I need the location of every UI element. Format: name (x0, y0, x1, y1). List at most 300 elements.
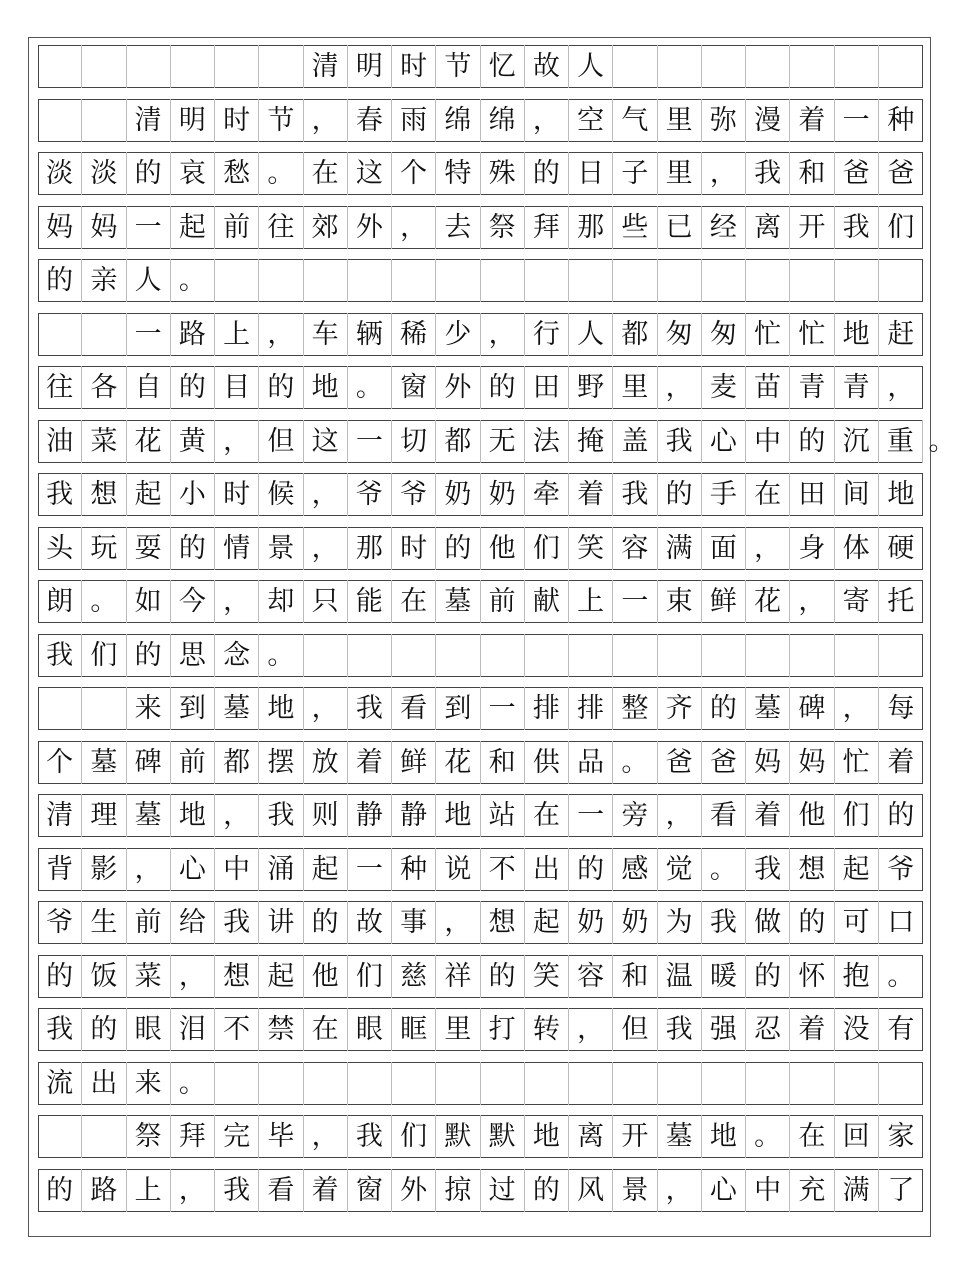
grid-cell: 淡 (82, 152, 126, 195)
grid-cell (702, 45, 746, 88)
grid-cell: 抱 (835, 955, 879, 998)
grid-cell: 在 (525, 794, 569, 837)
grid-cell: 寄 (835, 580, 879, 623)
grid-cell (304, 1062, 348, 1105)
grid-cell: 的 (82, 1008, 126, 1051)
grid-cell (658, 1062, 702, 1105)
grid-cell: 小 (171, 473, 215, 516)
grid-cell: ， (569, 1008, 613, 1051)
grid-cell: 笑 (569, 527, 613, 570)
grid-cell: 妈 (746, 741, 790, 784)
grid-cell: 候 (259, 473, 303, 516)
grid-cell: 那 (569, 206, 613, 249)
grid-cell: 爷 (392, 473, 436, 516)
grid-cell: 清 (304, 45, 348, 88)
grid-cell: 。 (746, 1115, 790, 1158)
grid-cell: 往 (38, 366, 82, 409)
grid-cell: 手 (702, 473, 746, 516)
grid-cell (127, 45, 171, 88)
grid-cell: 和 (613, 955, 657, 998)
grid-cell: 爸 (887, 158, 915, 189)
grid-cell: 不 (481, 848, 525, 891)
grid-cell: 朗 (38, 580, 82, 623)
grid-cell: 地 (702, 1115, 746, 1158)
grid-cell: ， (171, 955, 215, 998)
grid-cell (835, 1062, 879, 1105)
grid-cell: 爸 (835, 152, 879, 195)
grid-cell: 外 (392, 1169, 436, 1212)
grid-cell: 菜 (82, 420, 126, 463)
grid-cell: 子 (613, 152, 657, 195)
grid-cell (392, 1062, 436, 1105)
grid-cell: 过 (481, 1169, 525, 1212)
grid-cell: 打 (481, 1008, 525, 1051)
grid-cell: 都 (613, 313, 657, 356)
grid-cell: 思 (171, 634, 215, 677)
grid-cell: 窗 (348, 1169, 392, 1212)
grid-cell: 鲜 (702, 580, 746, 623)
grid-cell (481, 634, 525, 677)
grid-cell: 淡 (38, 152, 82, 195)
grid-cell: 的 (38, 1169, 82, 1212)
grid-cell: ， (436, 901, 480, 944)
grid-cell (481, 1062, 525, 1105)
grid-cell: 和 (790, 152, 834, 195)
grid-cell: 盖 (613, 420, 657, 463)
text-row (38, 901, 923, 944)
grid-cell (525, 634, 569, 677)
grid-cell: 默 (481, 1115, 525, 1158)
grid-cell: 青 (835, 366, 879, 409)
text-row (38, 473, 923, 516)
grid-cell: 每 (887, 693, 915, 724)
grid-cell: 我 (702, 901, 746, 944)
grid-cell: 日 (569, 152, 613, 195)
grid-cell: 自 (127, 366, 171, 409)
grid-cell: 着 (790, 1008, 834, 1051)
grid-cell: 们 (392, 1115, 436, 1158)
grid-cell: 碑 (127, 741, 171, 784)
grid-cell: 的 (171, 366, 215, 409)
grid-cell: 奶 (569, 901, 613, 944)
grid-cell: ， (215, 580, 259, 623)
grid-cell: 野 (569, 366, 613, 409)
grid-cell: 拜 (525, 206, 569, 249)
text-row (38, 1169, 923, 1212)
grid-cell: 前 (481, 580, 525, 623)
grid-cell: 一 (481, 687, 525, 730)
grid-cell: 祭 (481, 206, 525, 249)
grid-cell: 已 (658, 206, 702, 249)
grid-cell: 爷 (348, 473, 392, 516)
text-row (38, 687, 923, 730)
grid-cell: 爷 (887, 853, 915, 885)
grid-cell: 温 (658, 955, 702, 998)
text-row (38, 848, 923, 891)
grid-cell: 在 (392, 580, 436, 623)
grid-cell: 鲜 (392, 741, 436, 784)
grid-cell (348, 259, 392, 302)
grid-cell: 我 (613, 473, 657, 516)
text-row (38, 1115, 923, 1158)
grid-cell: 景 (613, 1169, 657, 1212)
grid-cell (171, 45, 215, 88)
grid-cell: 清 (38, 794, 82, 837)
grid-cell (392, 634, 436, 677)
grid-cell: 有 (887, 1014, 915, 1045)
grid-cell: 没 (835, 1008, 879, 1051)
grid-cell: 。 (702, 848, 746, 891)
text-row (38, 259, 923, 302)
grid-cell: 了 (887, 1174, 915, 1206)
grid-cell (835, 259, 879, 302)
grid-cell: 事 (392, 901, 436, 944)
grid-cell: 明 (171, 99, 215, 142)
grid-cell: 上 (127, 1169, 171, 1212)
grid-cell: 我 (38, 1008, 82, 1051)
grid-cell: 硬 (887, 532, 915, 564)
text-row (38, 955, 923, 998)
grid-cell: 菜 (127, 955, 171, 998)
grid-cell: 充 (790, 1169, 834, 1212)
grid-cell: 地 (436, 794, 480, 837)
grid-cell: 念 (215, 634, 259, 677)
grid-cell: 拜 (171, 1115, 215, 1158)
grid-cell: 说 (436, 848, 480, 891)
grid-cell: 法 (525, 420, 569, 463)
grid-cell (658, 634, 702, 677)
grid-cell (879, 259, 923, 302)
grid-cell: 里 (436, 1008, 480, 1051)
grid-cell: 忙 (746, 313, 790, 356)
grid-cell: 的 (658, 473, 702, 516)
grid-cell: 无 (481, 420, 525, 463)
grid-cell: 站 (481, 794, 525, 837)
grid-cell: ， (790, 580, 834, 623)
grid-cell: 到 (171, 687, 215, 730)
grid-cell: 愁 (215, 152, 259, 195)
grid-cell: 的 (38, 259, 82, 302)
grid-cell: 笑 (525, 955, 569, 998)
grid-cell: 毕 (259, 1115, 303, 1158)
grid-cell: 辆 (348, 313, 392, 356)
text-row (38, 580, 923, 623)
grid-cell: 我 (215, 1169, 259, 1212)
grid-cell (746, 634, 790, 677)
grid-cell: 起 (835, 848, 879, 891)
grid-cell: 祭 (127, 1115, 171, 1158)
grid-cell: 风 (569, 1169, 613, 1212)
grid-cell (38, 1115, 82, 1158)
grid-cell: 做 (746, 901, 790, 944)
grid-cell: 墓 (746, 687, 790, 730)
text-row (38, 527, 923, 570)
grid-cell: 青 (790, 366, 834, 409)
grid-cell: 摆 (259, 741, 303, 784)
grid-cell (392, 259, 436, 302)
grid-cell: 来 (127, 687, 171, 730)
grid-cell: 地 (525, 1115, 569, 1158)
grid-cell: ， (525, 99, 569, 142)
grid-cell: 的 (746, 955, 790, 998)
grid-cell: 节 (436, 45, 480, 88)
grid-cell: 绵 (481, 99, 525, 142)
grid-cell: 着 (790, 99, 834, 142)
grid-cell (82, 687, 126, 730)
grid-cell: 。 (82, 580, 126, 623)
grid-cell: 一 (348, 420, 392, 463)
grid-cell: 想 (481, 901, 525, 944)
grid-cell: 个 (38, 741, 82, 784)
grid-cell: 容 (569, 955, 613, 998)
grid-cell: 。 (259, 634, 303, 677)
grid-cell: 献 (525, 580, 569, 623)
grid-cell: 去 (436, 206, 480, 249)
grid-cell: 起 (127, 473, 171, 516)
grid-cell: 着 (887, 746, 915, 778)
grid-cell (569, 634, 613, 677)
grid-cell (702, 634, 746, 677)
grid-cell: 能 (348, 580, 392, 623)
grid-cell: 忙 (790, 313, 834, 356)
grid-cell (613, 1062, 657, 1105)
grid-cell: 奶 (613, 901, 657, 944)
grid-cell: 节 (259, 99, 303, 142)
grid-cell: 们 (525, 527, 569, 570)
grid-cell: ， (392, 206, 436, 249)
grid-cell: 时 (392, 527, 436, 570)
grid-cell: 一 (127, 206, 171, 249)
grid-cell: ， (702, 152, 746, 195)
grid-cell: ， (304, 99, 348, 142)
grid-cell: 上 (569, 580, 613, 623)
grid-cell: 目 (215, 366, 259, 409)
grid-cell: 祥 (436, 955, 480, 998)
grid-cell: 生 (82, 901, 126, 944)
grid-cell: 觉 (658, 848, 702, 891)
grid-cell: 满 (835, 1169, 879, 1212)
grid-cell: 气 (613, 99, 657, 142)
grid-cell: 离 (746, 206, 790, 249)
grid-cell: 我 (348, 1115, 392, 1158)
grid-cell: 想 (215, 955, 259, 998)
grid-cell: 的 (38, 955, 82, 998)
grid-cell: 车 (304, 313, 348, 356)
grid-cell: 清 (127, 99, 171, 142)
grid-cell: 慈 (392, 955, 436, 998)
grid-cell: 耍 (127, 527, 171, 570)
title-row (38, 45, 923, 88)
grid-cell: 妈 (790, 741, 834, 784)
grid-cell (38, 687, 82, 730)
grid-cell: 特 (436, 152, 480, 195)
grid-cell: 我 (38, 634, 82, 677)
grid-cell: 怀 (790, 955, 834, 998)
grid-cell (790, 259, 834, 302)
grid-cell: 中 (215, 848, 259, 891)
grid-cell: ， (887, 372, 915, 403)
grid-cell (259, 45, 303, 88)
grid-cell: 重 (879, 420, 923, 463)
grid-cell: ， (746, 527, 790, 570)
grid-cell: 只 (304, 580, 348, 623)
grid-cell: 田 (525, 366, 569, 409)
grid-cell: 前 (215, 206, 259, 249)
grid-cell: 。 (259, 152, 303, 195)
grid-cell: 完 (215, 1115, 259, 1158)
grid-cell: 前 (171, 741, 215, 784)
grid-cell: 忆 (481, 45, 525, 88)
grid-cell: 着 (348, 741, 392, 784)
grid-cell (38, 313, 82, 356)
grid-cell: 开 (790, 206, 834, 249)
grid-cell: 间 (835, 473, 879, 516)
grid-cell: 各 (82, 366, 126, 409)
grid-cell (436, 634, 480, 677)
grid-cell: 心 (702, 1169, 746, 1212)
text-row (38, 99, 923, 142)
grid-cell: 墓 (436, 580, 480, 623)
grid-cell: 的 (304, 901, 348, 944)
grid-cell: 稀 (392, 313, 436, 356)
grid-cell (746, 45, 790, 88)
grid-cell: 禁 (259, 1008, 303, 1051)
grid-cell: 眼 (348, 1008, 392, 1051)
grid-cell: ， (835, 687, 879, 730)
grid-cell: 种 (392, 848, 436, 891)
grid-cell: 出 (525, 848, 569, 891)
grid-cell: 不 (215, 1008, 259, 1051)
grid-cell: 奶 (481, 473, 525, 516)
grid-cell: 我 (348, 687, 392, 730)
grid-cell: 玩 (82, 527, 126, 570)
grid-cell: 那 (348, 527, 392, 570)
grid-cell (569, 1062, 613, 1105)
grid-cell: 回 (835, 1115, 879, 1158)
grid-cell: 们 (835, 794, 879, 837)
grid-cell: 眶 (392, 1008, 436, 1051)
grid-cell: 的 (790, 901, 834, 944)
grid-cell: 放 (304, 741, 348, 784)
grid-cell: 情 (215, 527, 259, 570)
grid-cell: 心 (702, 420, 746, 463)
grid-cell: 墓 (658, 1115, 702, 1158)
grid-cell (82, 313, 126, 356)
grid-cell (436, 1062, 480, 1105)
grid-cell: 流 (38, 1062, 82, 1105)
grid-cell (569, 259, 613, 302)
grid-cell: 的 (171, 527, 215, 570)
grid-cell: 我 (746, 152, 790, 195)
grid-cell: ， (215, 420, 259, 463)
grid-cell: 墓 (127, 794, 171, 837)
grid-cell: 束 (658, 580, 702, 623)
grid-cell: 我 (746, 848, 790, 891)
grid-cell: 经 (702, 206, 746, 249)
grid-cell: 在 (304, 152, 348, 195)
grid-cell (702, 259, 746, 302)
grid-cell: 一 (835, 99, 879, 142)
grid-cell: 上 (215, 313, 259, 356)
grid-cell: 饭 (82, 955, 126, 998)
grid-cell: ， (304, 473, 348, 516)
grid-cell: 我 (259, 794, 303, 837)
grid-cell: 心 (171, 848, 215, 891)
character-grid (38, 45, 956, 1222)
grid-cell: 忍 (746, 1008, 790, 1051)
grid-cell: 都 (436, 420, 480, 463)
grid-cell: 我 (658, 1008, 702, 1051)
grid-cell: ， (171, 1169, 215, 1212)
grid-cell: 我 (658, 420, 702, 463)
grid-cell: 一 (569, 794, 613, 837)
grid-cell: 这 (304, 420, 348, 463)
grid-cell: 空 (569, 99, 613, 142)
grid-cell: 的 (569, 848, 613, 891)
grid-cell: 哀 (171, 152, 215, 195)
text-row (38, 1062, 923, 1105)
grid-cell: 的 (259, 366, 303, 409)
grid-cell: 整 (613, 687, 657, 730)
grid-cell: 外 (436, 366, 480, 409)
grid-cell: 供 (525, 741, 569, 784)
grid-cell: 麦 (702, 366, 746, 409)
grid-cell (658, 259, 702, 302)
grid-cell: 墓 (82, 741, 126, 784)
grid-cell: 里 (658, 152, 702, 195)
grid-cell: 切 (392, 420, 436, 463)
grid-cell (82, 99, 126, 142)
grid-cell (879, 1062, 923, 1105)
grid-cell (259, 1062, 303, 1105)
grid-cell (835, 45, 879, 88)
grid-cell: 个 (392, 152, 436, 195)
grid-cell: 往 (259, 206, 303, 249)
grid-cell: 起 (304, 848, 348, 891)
grid-cell: 影 (82, 848, 126, 891)
grid-cell (879, 634, 923, 677)
grid-cell: 这 (348, 152, 392, 195)
grid-cell: 眼 (127, 1008, 171, 1051)
grid-cell: 苗 (746, 366, 790, 409)
overflow-char: 。 (928, 425, 956, 457)
grid-cell: 花 (127, 420, 171, 463)
grid-cell: 们 (348, 955, 392, 998)
grid-cell: 我 (38, 473, 82, 516)
grid-cell: 沉 (835, 420, 879, 463)
grid-cell: 外 (348, 206, 392, 249)
grid-cell: 转 (525, 1008, 569, 1051)
grid-cell: 排 (525, 687, 569, 730)
grid-cell: 爸 (658, 741, 702, 784)
grid-cell (215, 45, 259, 88)
grid-cell (835, 634, 879, 677)
grid-cell: 匆 (658, 313, 702, 356)
grid-cell (436, 259, 480, 302)
grid-cell: 感 (613, 848, 657, 891)
grid-cell: 忙 (835, 741, 879, 784)
grid-cell: 掩 (569, 420, 613, 463)
grid-cell: 出 (82, 1062, 126, 1105)
grid-cell: 但 (259, 420, 303, 463)
grid-cell (525, 1062, 569, 1105)
grid-cell: 起 (259, 955, 303, 998)
grid-cell: ， (259, 313, 303, 356)
grid-cell (746, 259, 790, 302)
grid-cell: 来 (127, 1062, 171, 1105)
grid-cell: 想 (790, 848, 834, 891)
grid-cell: 静 (348, 794, 392, 837)
